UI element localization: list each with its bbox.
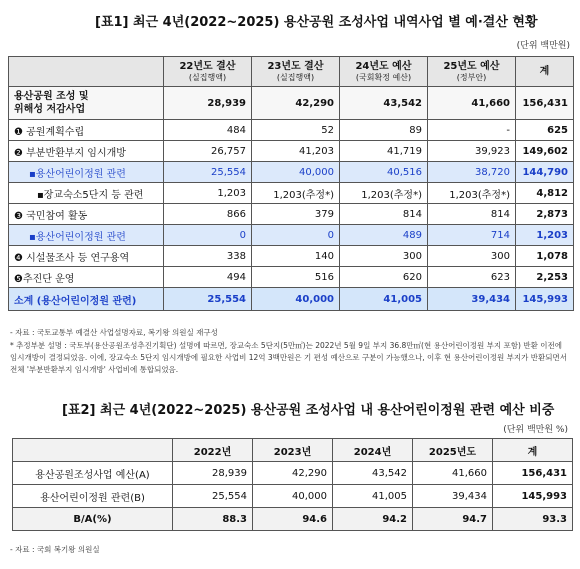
table-header-row [13,439,573,462]
cell-value: 25,554 [164,288,252,311]
cell-value: 814 [428,204,516,225]
cell-value: 41,660 [413,462,493,485]
row-label: 용산공원 조성 및 위해성 저감사업 [9,87,164,120]
table-row [13,485,573,508]
table-row [9,141,574,162]
cell-value: 484 [164,120,252,141]
table-row [9,87,574,120]
cell-value: 43,542 [333,462,413,485]
cell-value: 494 [164,267,252,288]
header-cell: 23년도 결산 (실집행액) [252,57,340,87]
cell-value: 145,993 [493,485,573,508]
cell-value: 43,542 [340,87,428,120]
table-row [9,246,574,267]
cell-value: 42,290 [253,462,333,485]
table1-unit: (단위 백만원) [516,41,570,51]
cell-value: 156,431 [516,87,574,120]
row-label: 소계 (용산어린이정원 관련) [9,288,164,311]
cell-value: 4,812 [516,183,574,204]
table-row [13,462,573,485]
cell-value: 2,253 [516,267,574,288]
table-row [9,225,574,246]
cell-value: 39,923 [428,141,516,162]
table-row [13,508,573,531]
cell-value: 489 [340,225,428,246]
cell-value: 94.6 [253,508,333,531]
cell-value: 1,203(추정*) [252,183,340,204]
budget-table [8,56,574,311]
row-label: ❶ 공원계획수립 [9,120,164,141]
header-cell: 계 [493,439,573,462]
table1-title: [표1] 최근 4년(2022~2025) 용산공원 조성사업 내역사업 별 예·결산 현황 [95,15,538,30]
cell-value: 41,203 [252,141,340,162]
cell-value: 1,078 [516,246,574,267]
table-row [9,183,574,204]
header-cell: 24년도 예산 (국회확정 예산) [340,57,428,87]
row-label: B/A(%) [13,508,173,531]
cell-value: 89 [340,120,428,141]
cell-value: 94.2 [333,508,413,531]
cell-value: 28,939 [173,462,253,485]
cell-value: 52 [252,120,340,141]
cell-value: 38,720 [428,162,516,183]
header-cell: 2023년 [253,439,333,462]
cell-value: 41,719 [340,141,428,162]
cell-value: 2,873 [516,204,574,225]
cell-value: 41,005 [340,288,428,311]
table-row [9,267,574,288]
cell-value: 145,993 [516,288,574,311]
cell-value: 40,000 [252,162,340,183]
cell-value: 516 [252,267,340,288]
cell-value: 144,790 [516,162,574,183]
ratio-table [12,438,573,531]
cell-value: 40,000 [252,288,340,311]
footnote: * 추정부분 설명 : 국토부(용산공원조성추진기획단) 설명에 따르면, 장교숙소 5단지(5만㎡)는 2022년 5월 9일 부지 36.8만㎡(현 용산어린이정원 부지 포함) 반환 이전에 임시개방이 결정되었음. 이에, 장교숙소 5단지 임시개방에 필요한 사업비 12억 3백만원은 기 편성 예산으로 구분이 가능했으나, 이후 현 용산어린이정원 부지가 반환되면서 전체 '부분반환부지 임시개방' 사업비에 통합되었음. [10,341,567,374]
cell-value: 1,203(추정*) [428,183,516,204]
cell-value: 1,203 [164,183,252,204]
table-row [9,288,574,311]
table-row [9,162,574,183]
cell-value: 140 [252,246,340,267]
cell-value: 1,203 [516,225,574,246]
cell-value: 25,554 [173,485,253,508]
row-label: ▪장교숙소5단지 등 관련 [9,183,164,204]
row-label: ▪용산어린이정원 관련 [9,162,164,183]
header-cell: 2022년 [173,439,253,462]
cell-value: 28,939 [164,87,252,120]
cell-value: 300 [340,246,428,267]
cell-value: 39,434 [428,288,516,311]
cell-value: 41,660 [428,87,516,120]
cell-value: 620 [340,267,428,288]
source-note: - 자료 : 국토교통부 예결산 사업설명자료, 복기왕 의원실 재구성 [10,328,218,337]
row-label: ❷ 부분반환부지 임시개방 [9,141,164,162]
cell-value: 0 [164,225,252,246]
header-empty [9,57,164,87]
header-cell: 2025년도 [413,439,493,462]
row-label: ❹ 시설물조사 등 연구용역 [9,246,164,267]
cell-value: 866 [164,204,252,225]
row-label: 용산공원조성사업 예산(A) [13,462,173,485]
cell-value: 26,757 [164,141,252,162]
cell-value: 156,431 [493,462,573,485]
source-note-2: - 자료 : 국회 복기왕 의원실 [10,545,100,554]
header-cell: 2024년 [333,439,413,462]
cell-value: 40,516 [340,162,428,183]
cell-value: 25,554 [164,162,252,183]
cell-value: 149,602 [516,141,574,162]
cell-value: 93.3 [493,508,573,531]
cell-value: 88.3 [173,508,253,531]
header-cell: 계 [516,57,574,87]
table-row [9,120,574,141]
cell-value: 379 [252,204,340,225]
cell-value: 338 [164,246,252,267]
header-cell: 22년도 결산 (실집행액) [164,57,252,87]
cell-value: 41,005 [333,485,413,508]
row-label: ❸ 국민참여 활동 [9,204,164,225]
header-cell: 25년도 예산 (정부안) [428,57,516,87]
row-label: 용산어린이정원 관련(B) [13,485,173,508]
cell-value: 714 [428,225,516,246]
table2-title: [표2] 최근 4년(2022~2025) 용산공원 조성사업 내 용산어린이정원 관련 예산 비중 [62,403,555,418]
table2-unit: (단위 백만원 %) [503,425,568,435]
table-row [9,204,574,225]
cell-value: - [428,120,516,141]
cell-value: 0 [252,225,340,246]
cell-value: 94.7 [413,508,493,531]
cell-value: 623 [428,267,516,288]
cell-value: 39,434 [413,485,493,508]
cell-value: 814 [340,204,428,225]
row-label: ❺추진단 운영 [9,267,164,288]
cell-value: 42,290 [252,87,340,120]
table-header-row [9,57,574,87]
cell-value: 300 [428,246,516,267]
header-empty [13,439,173,462]
cell-value: 40,000 [253,485,333,508]
cell-value: 1,203(추정*) [340,183,428,204]
cell-value: 625 [516,120,574,141]
row-label: ▪용산어린이정원 관련 [9,225,164,246]
